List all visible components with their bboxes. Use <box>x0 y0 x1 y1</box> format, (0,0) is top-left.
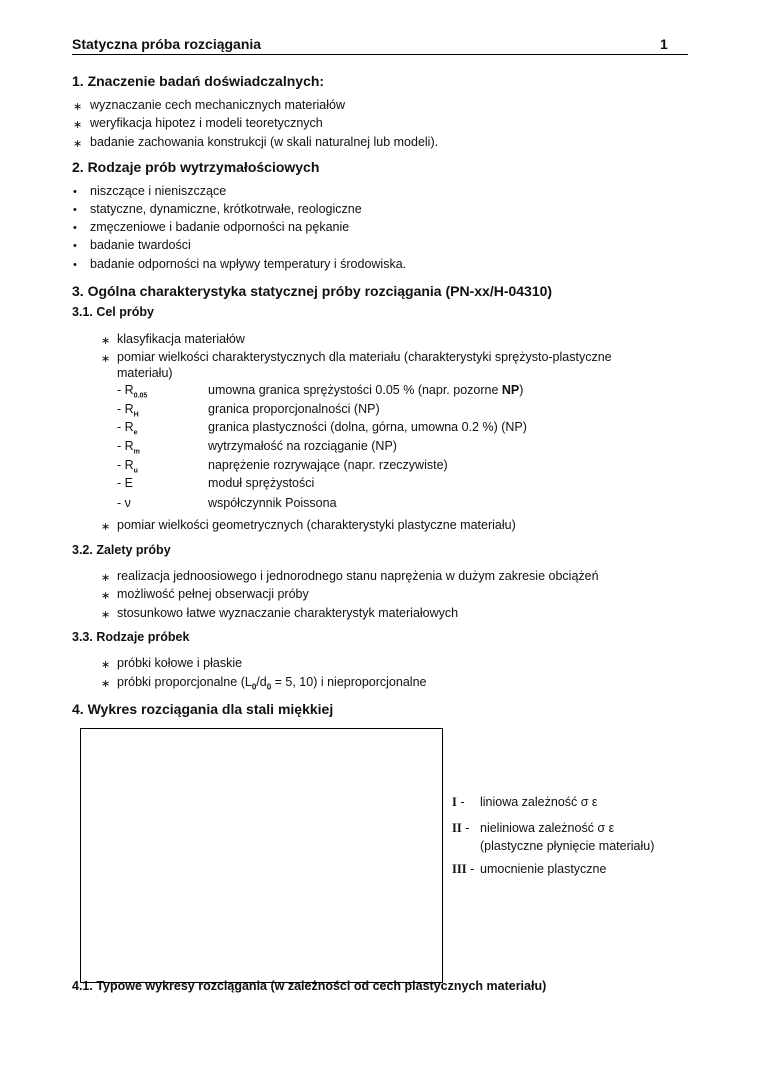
diagram-frame <box>80 728 443 983</box>
section-3-heading: 3. Ogólna charakterystyka statycznej próby rozciągania (PN-xx/H-04310) <box>72 283 553 299</box>
list-item: weryfikacja hipotez i modeli teoretycznych <box>90 116 323 130</box>
bullet-icon: ∗ <box>101 590 111 602</box>
property-description: granica plastyczności (dolna, górna, umowna 0.2 %) (NP) <box>208 420 527 434</box>
list-item: badanie twardości <box>90 238 191 252</box>
bullet-icon: ∗ <box>73 101 83 113</box>
property-symbol: - $R_e$ <box>117 420 138 437</box>
property-description: granica proporcjonalności (NP) <box>208 402 380 416</box>
section-4-1-heading: 4.1. Typowe wykresy rozciągania (w zależności od cech plastycznych materiału) <box>72 979 547 993</box>
list-item: pomiar wielkości geometrycznych (charakterystyki plastyczne materiału) <box>117 518 516 532</box>
list-item: próbki proporcjonalne ($L_0/d_0 = 5$, 10) i nieproporcjonalne <box>117 675 427 692</box>
legend-text: umocnienie plastyczne <box>480 862 607 876</box>
bullet-icon: ∗ <box>101 335 111 347</box>
section-4-heading: 4. Wykres rozciągania dla stali miękkiej <box>72 701 334 717</box>
section-2-heading: 2. Rodzaje prób wytrzymałościowych <box>72 159 320 175</box>
list-item: stosunkowo łatwe wyznaczanie charakterystyk materiałowych <box>117 606 459 620</box>
property-symbol: - ν <box>117 496 131 510</box>
property-description: wytrzymałość na rozciąganie (NP) <box>208 439 397 453</box>
page-number: 1 <box>660 36 668 52</box>
property-symbol: - $R_{0.05}$ <box>117 383 148 400</box>
bullet-icon: ∗ <box>101 521 111 533</box>
section-3-3-heading: 3.3. Rodzaje próbek <box>72 630 190 644</box>
list-item: próbki kołowe i płaskie <box>117 656 243 670</box>
list-item: klasyfikacja materiałów <box>117 332 245 346</box>
legend-text: nieliniowa zależność σ ε <box>480 821 615 835</box>
bullet-icon: ∗ <box>101 609 111 621</box>
list-item: pomiar wielkości charakterystycznych dla materiału (charakterystyki sprężysto-plastyczne <box>117 350 612 364</box>
list-item: niszczące i nieniszczące <box>90 184 227 198</box>
bullet-icon: • <box>73 240 77 252</box>
list-item: możliwość pełnej obserwacji próby <box>117 587 309 601</box>
list-item: badanie odporności na wpływy temperatury i środowiska. <box>90 257 407 271</box>
property-description: współczynnik Poissona <box>208 496 337 510</box>
property-description: umowna granica sprężystości 0.05 % (napr. pozorne NP) <box>208 383 524 397</box>
bullet-icon: ∗ <box>73 138 83 150</box>
property-symbol: - $R_H$ <box>117 402 139 419</box>
bullet-icon: ∗ <box>101 678 111 690</box>
section-3-2-heading: 3.2. Zalety próby <box>72 543 171 557</box>
property-symbol: - E <box>117 476 133 490</box>
legend-item: III - <box>452 862 475 876</box>
legend-item: I - <box>452 795 465 809</box>
bullet-icon: ∗ <box>101 353 111 365</box>
property-description: naprężenie rozrywające (napr. rzeczywiste) <box>208 458 448 472</box>
legend-text: (plastyczne płynięcie materiału) <box>480 839 655 853</box>
list-item: statyczne, dynamiczne, krótkotrwałe, reologiczne <box>90 202 362 216</box>
list-item: badanie zachowania konstrukcji (w skali naturalnej lub modeli). <box>90 135 439 149</box>
legend-text: liniowa zależność σ ε <box>480 795 598 809</box>
section-1-heading: 1. Znaczenie badań doświadczalnych: <box>72 73 325 89</box>
property-symbol: - $R_m$ <box>117 439 140 456</box>
list-item: zmęczeniowe i badanie odporności na pękanie <box>90 220 350 234</box>
bullet-icon: ∗ <box>101 572 111 584</box>
bullet-icon: • <box>73 186 77 198</box>
bullet-icon: ∗ <box>101 659 111 671</box>
bullet-icon: • <box>73 222 77 234</box>
bullet-icon: • <box>73 204 77 216</box>
header-rule <box>72 54 688 55</box>
bullet-icon: ∗ <box>73 119 83 131</box>
legend-item: II - <box>452 821 470 835</box>
bullet-icon: • <box>73 259 77 271</box>
section-3-1-heading: 3.1. Cel próby <box>72 305 154 319</box>
page-header-title: Statyczna próba rozciągania <box>72 36 262 52</box>
list-item: wyznaczanie cech mechanicznych materiałów <box>90 98 345 112</box>
list-item: realizacja jednoosiowego i jednorodnego stanu naprężenia w dużym zakresie obciążeń <box>117 569 599 583</box>
list-item-continuation: materiału) <box>117 366 173 380</box>
property-description: moduł sprężystości <box>208 476 315 490</box>
property-symbol: - $R_u$ <box>117 458 138 475</box>
